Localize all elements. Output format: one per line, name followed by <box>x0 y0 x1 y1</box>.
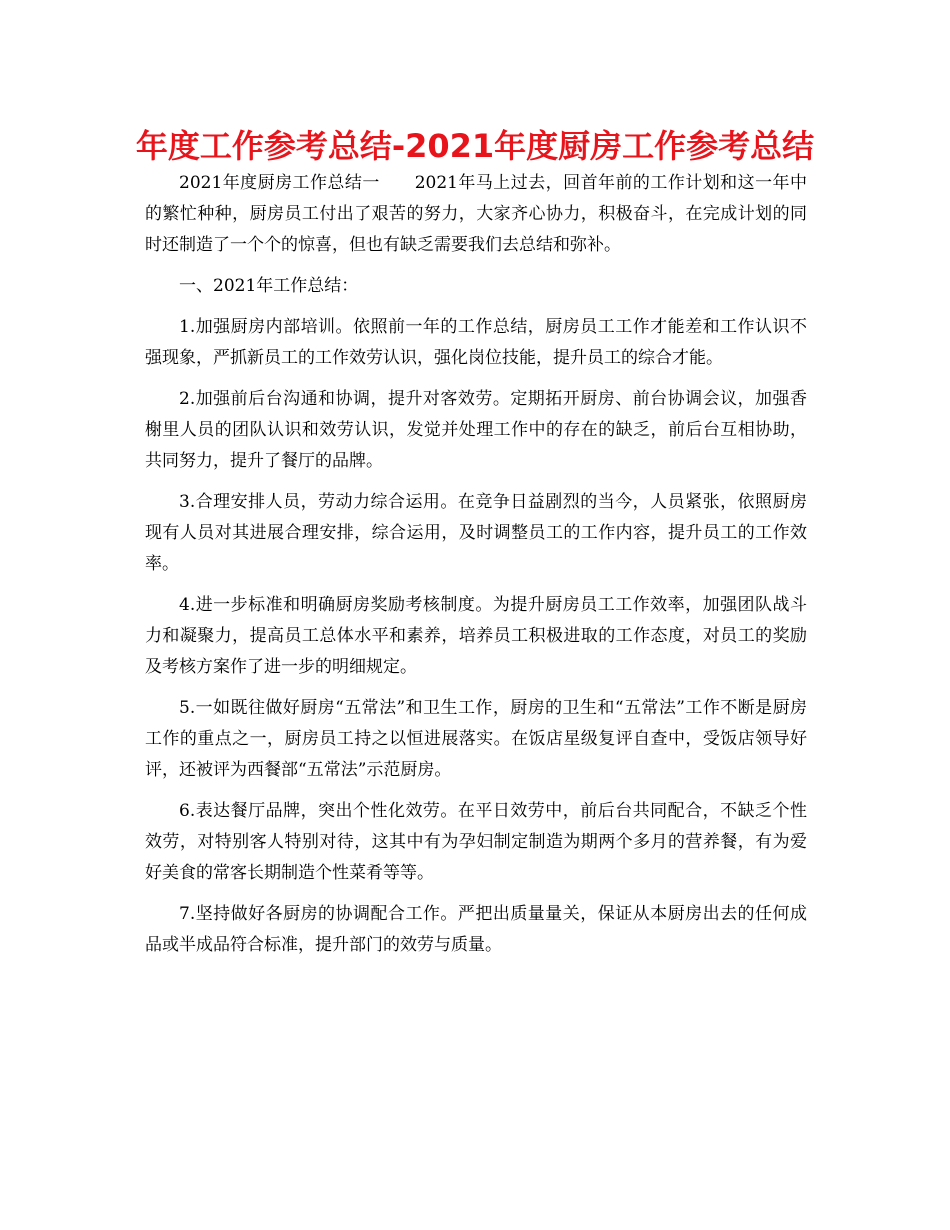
paragraph-item-7: 7.坚持做好各厨房的协调配合工作。严把出质量量关，保证从本厨房出去的任何成品或半成品符合标准，提升部门的效劳与质量。 <box>145 904 807 955</box>
document-title: 年度工作参考总结-2021年度厨房工作参考总结 <box>135 127 815 165</box>
paragraph-item-3: 3.合理安排人员，劳动力综合运用。在竞争日益剧烈的当今，人员紧张，依照厨房现有人员对其进展合理安排，综合运用，及时调整员工的工作内容，提升员工的工作效率。 <box>145 492 807 574</box>
paragraph-item-1: 1.加强厨房内部培训。依照前一年的工作总结，厨房员工工作才能差和工作认识不强现象，严抓新员工的工作效劳认识，强化岗位技能，提升员工的综合才能。 <box>145 317 807 368</box>
paragraph-item-4: 4.进一步标准和明确厨房奖励考核制度。为提升厨房员工工作效率，加强团队战斗力和凝聚力，提高员工总体水平和素养，培养员工积极进取的工作态度，对员工的奖励及考核方案作了进一步的明细规定。 <box>145 595 807 677</box>
paragraph-item-5: 5.一如既往做好厨房“五常法”和卫生工作，厨房的卫生和“五常法”工作不断是厨房工作的重点之一，厨房员工持之以恒进展落实。在饭店星级复评自查中，受饭店领导好评，还被评为西餐部“五常法”示范厨房。 <box>145 698 807 780</box>
document-body <box>145 168 807 971</box>
paragraph-intro: 2021年度厨房工作总结一 2021年马上过去，回首年前的工作计划和这一年中的繁忙种种，厨房员工付出了艰苦的努力，大家齐心协力，积极奋斗，在完成计划的同时还制造了一个个的惊喜，但也有缺乏需要我们去总结和弥补。 <box>145 173 807 255</box>
paragraph-item-6: 6.表达餐厅品牌，突出个性化效劳。在平日效劳中，前后台共同配合，不缺乏个性效劳，对特别客人特别对待，这其中有为孕妇制定制造为期两个多月的营养餐，有为爱好美食的常客长期制造个性菜肴等等。 <box>145 801 807 883</box>
section-heading: 一、2021年工作总结： <box>179 276 359 296</box>
paragraph-item-2: 2.加强前后台沟通和协调，提升对客效劳。定期拓开厨房、前台协调会议，加强香榭里人员的团队认识和效劳认识，发觉并处理工作中的存在的缺乏，前后台互相协助，共同努力，提升了餐厅的品牌。 <box>145 389 807 471</box>
